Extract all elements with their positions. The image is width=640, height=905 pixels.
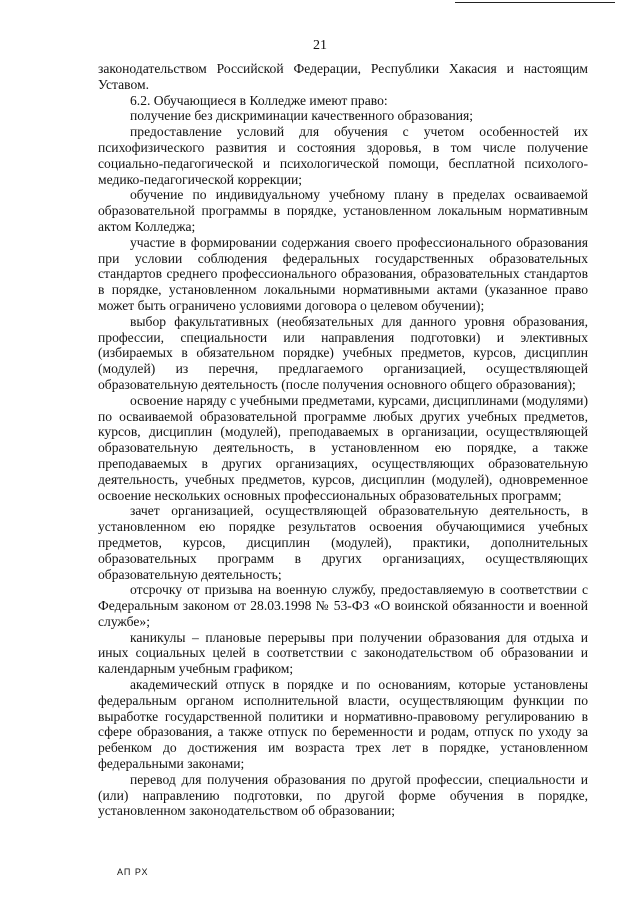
- paragraph: отсрочку от призыва на военную службу, предоставляемую в соответствии с Федеральным законом от 28.03.1998 № 53-ФЗ «О воинской обязанности и военной службе»;: [98, 582, 588, 629]
- paragraph: зачет организацией, осуществляющей образовательную деятельность, в установленном ею порядке результатов освоения обучающимися учебных предметов, курсов, дисциплин (модулей), практики, дополнительных образовательных программ в других организациях, осуществляющих образовательную деятельность;: [98, 503, 588, 582]
- footer-mark: АП РХ: [117, 867, 149, 877]
- top-rule: [455, 2, 615, 3]
- paragraph: законодательством Российской Федерации, Республики Хакасия и настоящим Уставом.: [98, 61, 588, 92]
- paragraph: академический отпуск в порядке и по основаниям, которые установлены федеральным органом исполнительной власти, осуществляющим функции по выработке государственной политики и нормативно-правовому регулированию в сфере образования, а также отпуск по беременности и родам, отпуск по уходу за ребенком до достижения им возраста трех лет в порядке, установленном федеральными законами;: [98, 677, 588, 772]
- paragraph: перевод для получения образования по другой профессии, специальности и (или) направлению подготовки, по другой форме обучения в порядке, установленном законодательством об образовании;: [98, 771, 588, 819]
- body-text: [98, 61, 588, 819]
- paragraph: участие в формировании содержания своего профессионального образования при условии соблюдения федеральных государственных образовательных стандартов среднего профессионального образования, образовательных стандартов в порядке, установленном локальными нормативными актами (указанное право может быть ограничено условиями договора о целевом обучении);: [98, 234, 588, 313]
- paragraph: освоение наряду с учебными предметами, курсами, дисциплинами (модулями) по осваиваемой образовательной программе любых других учебных предметов, курсов, дисциплин (модулей), преподаваемых в организации, осуществляющей образовательную деятельность, в установленном ею порядке, а также преподаваемых в других организациях, осуществляющих образовательную деятельность, учебных предметов, курсов, дисциплин (модулей), одновременное освоение нескольких основных профессиональных образовательных программ;: [98, 392, 588, 503]
- page-number: 21: [313, 38, 327, 53]
- paragraph: выбор факультативных (необязательных для данного уровня образования, профессии, специальности или направления подготовки) и элективных (избираемых в обязательном порядке) учебных предметов, курсов, дисциплин (модулей) из перечня, предлагаемого организацией, осуществляющей образовательную деятельность (после получения основного общего образования);: [98, 313, 588, 392]
- paragraph: 6.2. Обучающиеся в Колледже имеют право:: [130, 92, 388, 108]
- paragraph: каникулы – плановые перерывы при получении образования для отдыха и иных социальных целей в соответствии с законодательством об образовании и календарным учебным графиком;: [98, 629, 588, 677]
- paragraph: предоставление условий для обучения с учетом особенностей их психофизического развития и состояния здоровья, в том числе получение социально-педагогической и психологической помощи, бесплатной психолого-медико-педагогической коррекции;: [98, 124, 588, 187]
- paragraph: получение без дискриминации качественного образования;: [130, 108, 474, 124]
- paragraph: обучение по индивидуальному учебному плану в пределах осваиваемой образовательной программы в порядке, установленном локальным нормативным актом Колледжа;: [98, 187, 588, 234]
